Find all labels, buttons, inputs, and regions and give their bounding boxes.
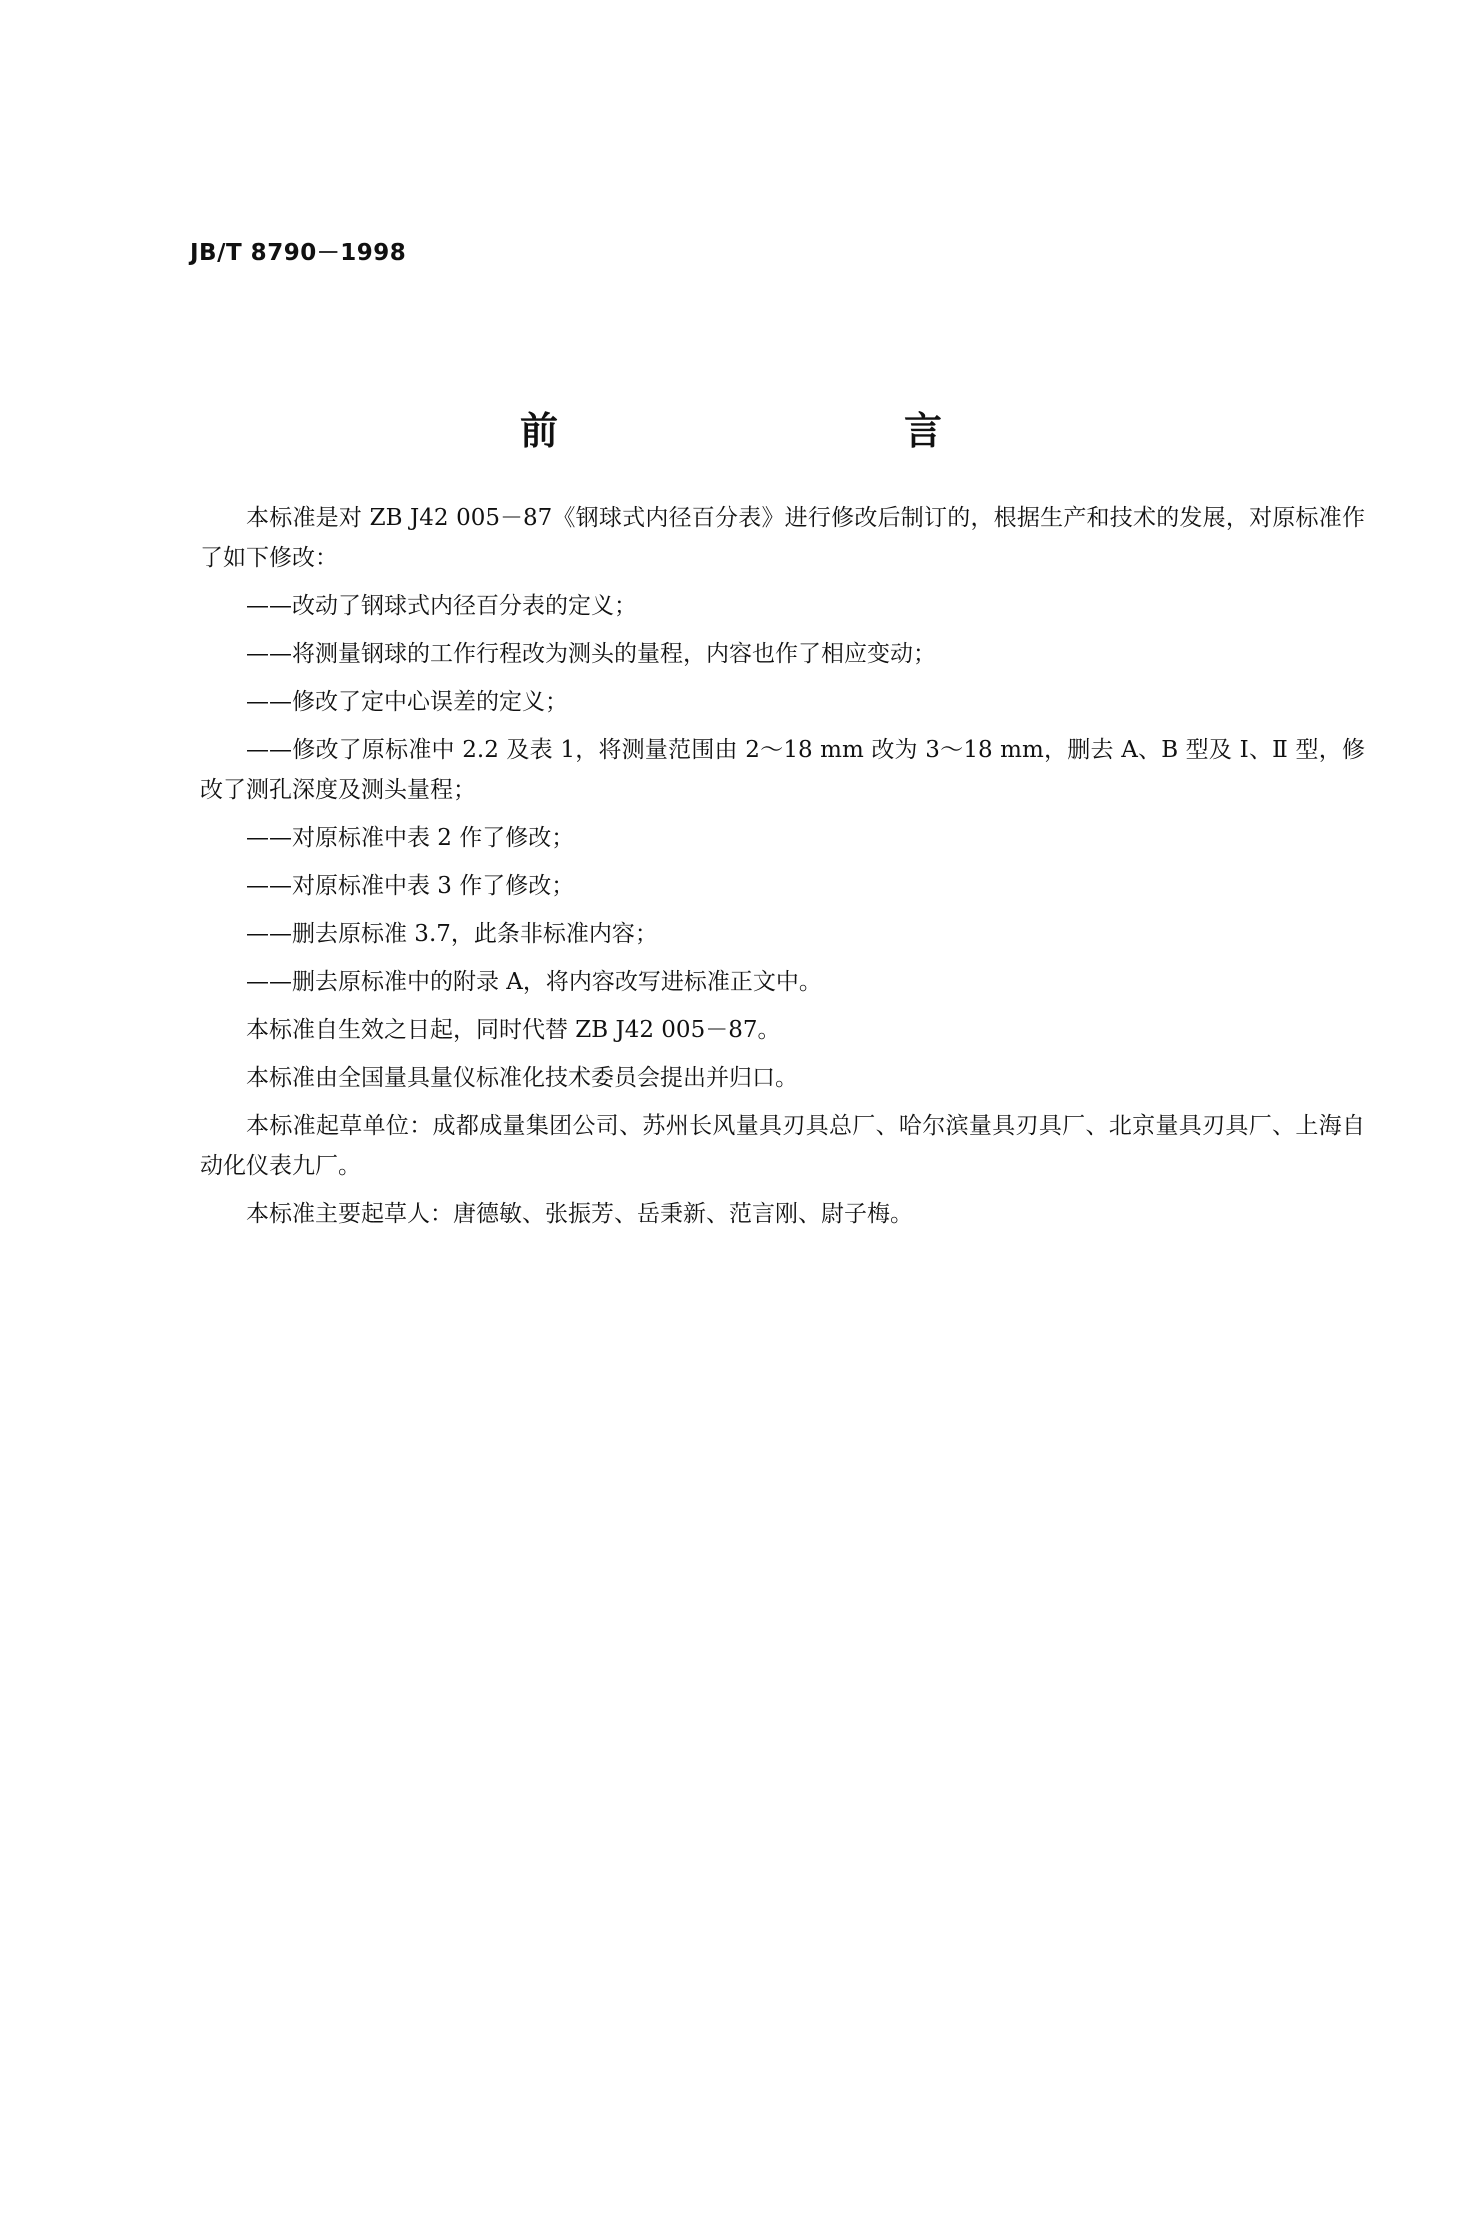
standard-code: JB/T 8790－1998 (190, 240, 407, 266)
paragraph-replacement: 本标准自生效之日起，同时代替 ZB J42 005－87。 (246, 1017, 781, 1043)
list-item-change-7: ——删去原标准 3.7，此条非标准内容； (246, 921, 658, 947)
foreword-body (200, 498, 1365, 1234)
paragraph-drafting-units: 本标准起草单位：成都成量集团公司、苏州长风量具刃具总厂、哈尔滨量具刃具厂、北京量具刃具厂、上海自动化仪表九厂。 (200, 1113, 1365, 1179)
paragraph-intro: 本标准是对 ZB J42 005－87《钢球式内径百分表》进行修改后制订的，根据生产和技术的发展，对原标准作了如下修改： (200, 505, 1365, 571)
page-title: 前 言 (519, 409, 1032, 453)
list-item-change-2: ——将测量钢球的工作行程改为测头的量程，内容也作了相应变动； (246, 641, 936, 667)
list-item-change-1: ——改动了钢球式内径百分表的定义； (246, 593, 637, 619)
list-item-change-3: ——修改了定中心误差的定义； (246, 689, 568, 715)
paragraph-drafters: 本标准主要起草人：唐德敏、张振芳、岳秉新、范言刚、尉子梅。 (246, 1201, 913, 1227)
list-item-change-6: ——对原标准中表 3 作了修改； (246, 873, 575, 899)
paragraph-proposer: 本标准由全国量具量仪标准化技术委员会提出并归口。 (246, 1065, 798, 1091)
list-item-change-4: ——修改了原标准中 2.2 及表 1，将测量范围由 2～18 mm 改为 3～18 mm，删去 A、B 型及 Ⅰ、Ⅱ 型，修改了测孔深度及测头量程； (200, 737, 1365, 803)
list-item-change-5: ——对原标准中表 2 作了修改； (246, 825, 575, 851)
list-item-change-8: ——删去原标准中的附录 A，将内容改写进标准正文中。 (246, 969, 822, 995)
